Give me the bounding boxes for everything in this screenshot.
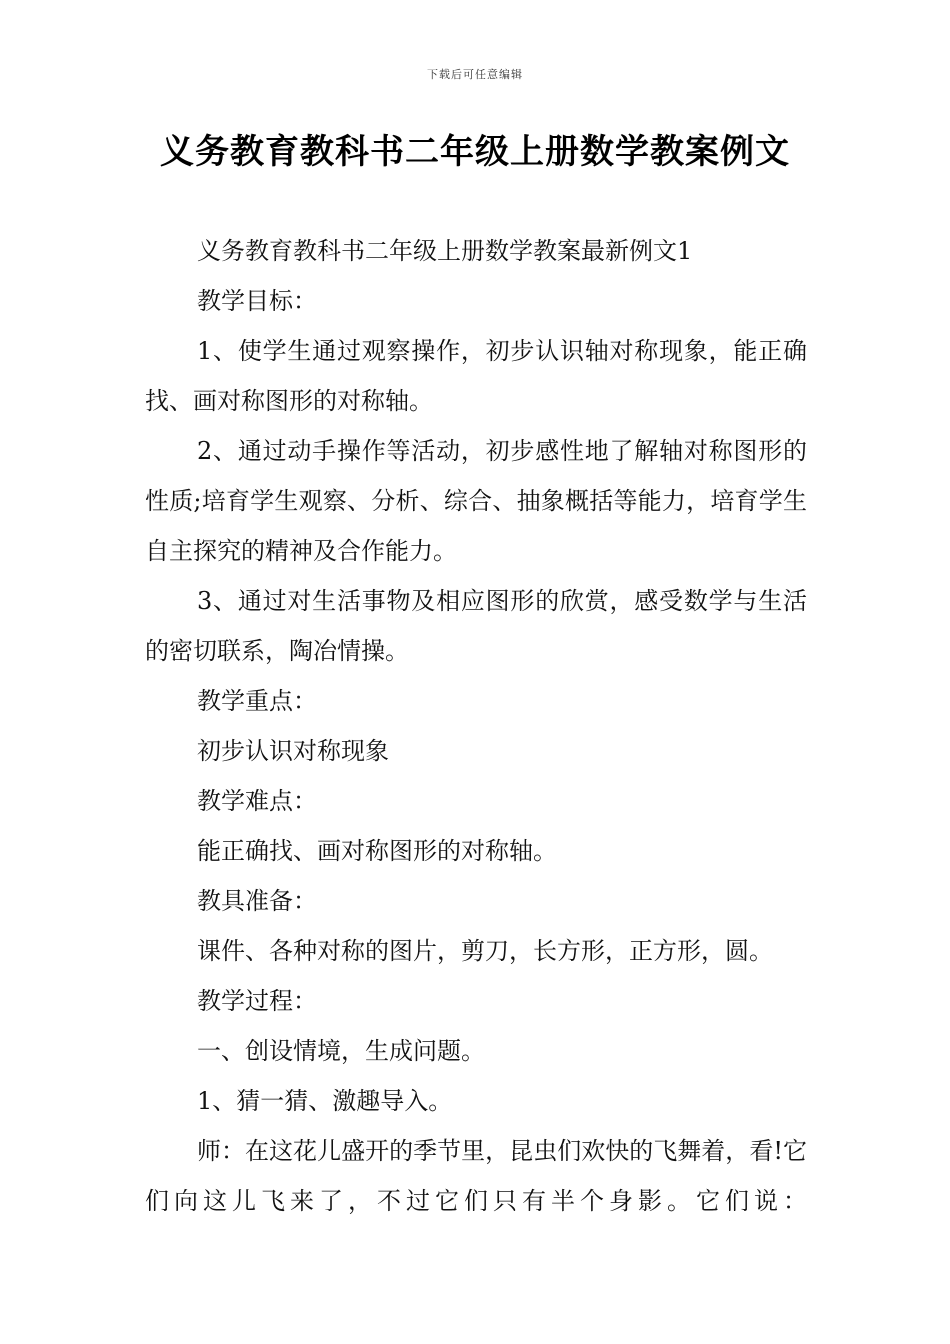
document-body: [145, 226, 807, 1226]
paragraph-key-points: 初步认识对称现象: [197, 737, 389, 765]
paragraph-teaching-goals-heading: 教学目标：: [197, 287, 317, 315]
paragraph-key-points-heading: 教学重点：: [197, 687, 317, 715]
paragraph-goal-2: 2、通过动手操作等活动，初步感性地了解轴对称图形的性质;培育学生观察、分析、综合、抽象概括等能力，培育学生自主探究的精神及合作能力。: [145, 437, 807, 565]
paragraph-materials-heading: 教具准备：: [197, 887, 317, 915]
document-title: 义务教育教科书二年级上册数学教案例文: [160, 132, 790, 172]
paragraph-difficulty-heading: 教学难点：: [197, 787, 317, 815]
paragraph-section-1: 一、创设情境，生成问题。: [197, 1037, 485, 1065]
paragraph-materials: 课件、各种对称的图片，剪刀，长方形，正方形，圆。: [197, 937, 773, 965]
paragraph-subtitle: 义务教育教科书二年级上册数学教案最新例文1: [197, 237, 693, 265]
paragraph-step-1: 1、猜一猜、激趣导入。: [197, 1087, 453, 1115]
paragraph-goal-3: 3、通过对生活事物及相应图形的欣赏，感受数学与生活的密切联系，陶冶情操。: [145, 587, 807, 665]
header-note: 下载后可任意编辑: [427, 68, 523, 81]
paragraph-teacher-dialogue: 师：在这花儿盛开的季节里，昆虫们欢快的飞舞着，看!它们向这儿飞来了，不过它们只有半个身影。它们说：: [145, 1137, 807, 1215]
paragraph-difficulty: 能正确找、画对称图形的对称轴。: [197, 837, 557, 865]
paragraph-goal-1: 1、使学生通过观察操作，初步认识轴对称现象，能正确找、画对称图形的对称轴。: [145, 337, 807, 415]
paragraph-process-heading: 教学过程：: [197, 987, 317, 1015]
